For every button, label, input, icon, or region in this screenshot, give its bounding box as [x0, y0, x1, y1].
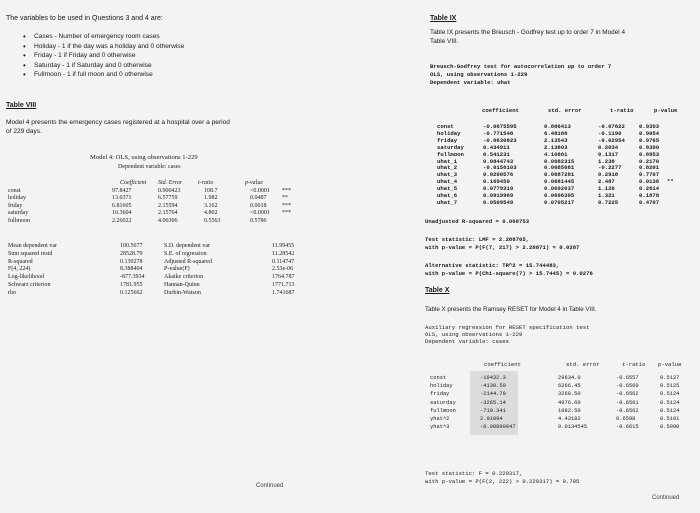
bg-test-line-3: Dependent variable: uhat: [430, 79, 511, 86]
row-se: 0.0687281: [544, 171, 575, 179]
stat-label: R-squared: [8, 258, 33, 265]
stat-label: Akaike criterion: [164, 274, 204, 281]
row-t: 1.982: [204, 195, 218, 202]
row-p: 0.7707: [639, 171, 660, 179]
row-stars: [667, 186, 674, 193]
row-p: 0.8953: [639, 150, 660, 158]
row-t: -0.6561: [616, 399, 639, 406]
row-p: 0.0018: [250, 202, 267, 209]
row-coef: 0.0779319: [483, 185, 514, 193]
row-p: 0.5090: [660, 424, 680, 431]
row-p: 0.2614: [639, 185, 660, 193]
bg-header-std-error: std. error: [548, 107, 582, 114]
row-stars: **: [282, 195, 288, 202]
reset-test-table: [430, 374, 679, 431]
row-se: 29634.0: [558, 375, 581, 381]
row-name: uhat_7: [437, 198, 458, 206]
row-coef: 0.0509549: [483, 198, 514, 206]
row-se: 4.06306: [158, 217, 178, 224]
row-name: saturday: [437, 143, 464, 151]
coef-header-t-ratio: t-ratio: [198, 180, 214, 186]
row-p: 0.9393: [639, 123, 660, 130]
table-viii-desc-2: of 229 days.: [6, 128, 42, 135]
stat-label: S.D. dependent var: [164, 243, 210, 249]
row-t: -0.6615: [616, 424, 639, 431]
row-coef: -0.00890047: [480, 424, 516, 431]
table-row: [8, 210, 291, 217]
list-item: • Holiday - 1 if the day was a holiday and 0 otherwise: [20, 42, 184, 52]
coef-header-p-value: p-value: [245, 180, 263, 186]
row-coef: 2.26022: [112, 217, 132, 224]
stat-label: Hannan-Quinn: [164, 281, 200, 288]
row-t: -0.6562: [616, 391, 639, 398]
row-se: 4.43182: [558, 416, 581, 423]
stat-value: 11.99455: [272, 243, 295, 249]
bg-test-line-2: OLS, using observations 1-229: [430, 71, 528, 78]
row-t: 0.2918: [598, 171, 619, 179]
row-stars: ***: [282, 202, 291, 209]
bg-test-line-1: Breusch-Godfrey test for autocorrelation up to order 7: [430, 63, 612, 70]
row-name: friday: [8, 202, 23, 209]
row-stars: [667, 131, 674, 138]
row-se: 0.900423: [158, 188, 181, 194]
stat-label: S.E. of regression: [164, 250, 207, 257]
row-name: friday: [437, 136, 458, 144]
coef-header-coefficient: Coefficient: [120, 180, 147, 186]
row-coef: 0.169459: [483, 178, 510, 186]
stat-value: 0.114747: [272, 258, 295, 265]
row-se: 2.13803: [544, 143, 568, 151]
reset-line-2: OLS, using observations 1-229: [425, 331, 523, 338]
dependent-variable: Dependent variable: cases: [118, 164, 181, 170]
row-t: -0.07622: [598, 123, 625, 130]
stat-label: Adjusted R-squared: [164, 258, 212, 265]
row-t: -0.6560: [616, 383, 639, 390]
row-p: 0.0487: [250, 195, 267, 202]
row-p: 0.5124: [660, 399, 680, 406]
row-coef: -2144.70: [480, 391, 506, 398]
variable-list: [20, 32, 184, 80]
row-se: 4976.60: [558, 399, 581, 406]
row-name: holiday: [430, 383, 453, 390]
table-ix-desc-1: Table IX presents the Breusch - Godfrey test up to order 7 in Model 4: [430, 29, 626, 36]
row-se: 3268.50: [558, 391, 581, 398]
bg-alt-pvalue: with p-value = P(Chi-square(7) > 15.7445) = 0.0276: [425, 270, 593, 277]
row-se: 0.886413: [544, 123, 571, 130]
row-name: friday: [430, 391, 450, 398]
row-p: 0.4707: [639, 198, 660, 206]
row-name: saturday: [430, 399, 456, 406]
row-name: yhat^3: [430, 424, 450, 431]
reset-header-std-error: std. error: [566, 361, 600, 368]
table-viii-title: Table VIII: [6, 102, 37, 109]
table-row: [8, 218, 291, 225]
reset-header-t-ratio: t-ratio: [622, 361, 646, 368]
row-stars: [667, 193, 674, 200]
bg-alt-statistic: Alternative statistic: TR^2 = 15.744483,: [425, 262, 560, 269]
coef-header-std-error: Std. Error: [158, 180, 183, 186]
row-coef: -0.0630823: [483, 136, 517, 144]
reset-test-pvalue: with p-value = P(F(2, 222) > 0.229317) = 0.795: [425, 478, 580, 485]
row-stars: [667, 200, 674, 207]
row-t: -0.6562: [616, 407, 639, 414]
stat-label: Durbin-Watson: [164, 289, 201, 296]
row-name: fullmoon: [437, 150, 464, 158]
stat-value: 100.5677: [120, 243, 143, 249]
row-p: 0.5786: [250, 217, 267, 224]
table-x-desc: Table X presents the Ramsey RESET for Model 4 in Table VIII.: [425, 306, 597, 313]
row-stars: ***: [282, 210, 291, 217]
row-stars: [282, 218, 291, 225]
row-t: -0.6557: [616, 375, 639, 381]
table-row: [430, 390, 679, 398]
stat-value: 1.741687: [272, 289, 295, 296]
stat-value: -877.3934: [120, 274, 145, 281]
reset-header-coefficient: coefficient: [484, 361, 521, 368]
stat-label: Mean dependent var: [8, 243, 57, 249]
row-t: 0.6598: [616, 416, 636, 423]
row-se: 6.57759: [158, 195, 178, 202]
row-coef: -3265.14: [480, 399, 506, 406]
table-row: [430, 399, 679, 407]
stat-label: Sum squared resid: [8, 250, 53, 257]
row-t: -0.1190: [598, 129, 622, 137]
row-stars: **: [667, 178, 674, 186]
summary-stats-table: [8, 243, 295, 298]
table-row: [430, 407, 679, 415]
coefficient-table: [8, 188, 291, 225]
row-se: 0.0692037: [544, 185, 575, 193]
row-name: uhat_6: [437, 192, 458, 200]
row-t: 0.7225: [598, 198, 619, 206]
table-row: [8, 243, 295, 251]
row-p: 0.1878: [639, 192, 660, 200]
reset-line-3: Dependent variable: cases: [425, 338, 509, 345]
stat-value: 1764.787: [272, 274, 295, 281]
row-se: 2.15764: [158, 210, 178, 217]
row-se: 0.0682315: [544, 157, 575, 165]
bg-test-statistic: Test statistic: LMF = 2.288705,: [425, 236, 530, 243]
row-stars: [667, 152, 674, 159]
row-stars: ***: [282, 188, 291, 194]
table-row: [430, 382, 679, 390]
list-item: • Friday - 1 if Friday and 0 otherwise: [20, 51, 184, 61]
continued-left: Continued: [256, 483, 284, 489]
stat-label: P-value(F): [164, 266, 190, 273]
row-p: 0.8390: [639, 143, 660, 151]
row-p: 0.8201: [639, 164, 660, 172]
model-title: Model 4: OLS, using observations 1-229: [90, 154, 198, 161]
table-row: [437, 200, 674, 207]
row-coef: -19432.3: [480, 375, 506, 381]
table-row: [8, 188, 291, 195]
row-name: const: [437, 123, 454, 130]
row-coef: -0.0675595: [483, 123, 517, 130]
stat-label: Schwarz criterion: [8, 281, 51, 288]
list-item: • Saturday - 1 if Saturday and 0 otherwise: [20, 61, 184, 71]
table-row: [8, 195, 291, 202]
table-row: [8, 290, 295, 298]
row-coef: 0.0844743: [483, 157, 514, 165]
row-t: 4.802: [204, 210, 218, 217]
row-stars: [667, 145, 674, 152]
row-p: 0.2170: [639, 157, 660, 165]
row-se: 0.0134545: [558, 424, 588, 431]
row-se: 0.0685681: [544, 164, 575, 172]
row-coef: 6.81605: [112, 202, 132, 209]
stat-value: 28528.79: [120, 250, 143, 257]
row-t: 1.321: [598, 192, 615, 200]
continued-right: Continued: [652, 495, 680, 501]
row-se: 0.0696305: [544, 192, 575, 200]
row-name: uhat_1: [437, 157, 458, 165]
row-name: uhat_4: [437, 178, 458, 186]
row-name: uhat_3: [437, 171, 458, 179]
table-row: [8, 203, 291, 210]
stat-value: 8.388404: [120, 266, 143, 273]
row-name: uhat_5: [437, 185, 458, 193]
stat-value: 11.28542: [272, 250, 295, 257]
row-t: 108.7: [204, 188, 218, 194]
row-name: holiday: [8, 195, 26, 202]
row-p: 0.9054: [639, 129, 660, 137]
row-coef: 0.434911: [483, 143, 510, 151]
bg-unadjusted-r2: Unadjusted R-squared = 0.068753: [425, 218, 530, 225]
row-t: 0.2034: [598, 143, 619, 151]
bg-test-pvalue: with p-value = P(F(7, 217) > 2.28871) = 0.0287: [425, 244, 580, 251]
row-p: 0.9765: [639, 136, 660, 144]
stat-value: 0.130278: [120, 258, 143, 265]
list-item: • Fullmoon - 1 if full moon and 0 otherwise: [20, 70, 184, 80]
table-row: [430, 423, 679, 431]
row-t: 2.487: [598, 178, 615, 186]
row-p: 0.5124: [660, 391, 680, 398]
stat-value: 1781.955: [120, 281, 143, 288]
row-name: uhat_2: [437, 164, 458, 172]
row-coef: 2.91094: [480, 416, 503, 423]
row-stars: [667, 138, 674, 145]
row-coef: 0.541231: [483, 150, 510, 158]
row-se: 6266.45: [558, 383, 581, 390]
row-coef: 0.0919969: [483, 192, 514, 200]
list-item: • Cases - Number of emergency room cases: [20, 32, 184, 42]
row-name: fullmoon: [8, 217, 30, 224]
row-name: yhat^2: [430, 416, 450, 423]
row-p: 0.0136: [639, 178, 660, 186]
row-name: const: [430, 375, 447, 381]
table-ix-title: Table IX: [430, 15, 457, 22]
row-se: 1082.50: [558, 407, 581, 414]
row-t: 3.162: [204, 202, 218, 209]
stat-label: rho: [8, 289, 16, 296]
stat-value: 2.53e-06: [272, 266, 294, 273]
stat-label: F(4, 224): [8, 266, 31, 273]
table-row: [8, 274, 295, 282]
row-p: <0.0001: [250, 210, 270, 217]
table-row: [8, 259, 295, 267]
bg-header-t-ratio: t-ratio: [610, 107, 634, 114]
row-t: 1.126: [598, 185, 615, 193]
row-t: 1.238: [598, 157, 615, 165]
row-se: 4.10861: [544, 150, 568, 158]
row-p: 0.5124: [660, 407, 680, 414]
row-p: 0.5125: [660, 383, 680, 390]
row-p: 0.5127: [660, 375, 680, 381]
bg-header-p-value: p-value: [654, 107, 678, 114]
row-se: 2.15594: [158, 202, 178, 209]
row-se: 0.0681445: [544, 178, 575, 186]
table-row: [8, 282, 295, 290]
row-t: 0.1317: [598, 150, 619, 158]
bg-header-coefficient: coefficient: [482, 107, 519, 114]
row-name: holiday: [437, 129, 461, 137]
stat-value: 1771.713: [272, 281, 295, 288]
row-coef: 0.0200576: [483, 171, 514, 179]
row-coef: -710.341: [480, 407, 506, 414]
row-coef: -0.0156103: [483, 164, 517, 172]
row-name: const: [8, 188, 21, 194]
table-row: [430, 374, 679, 382]
table-row: [8, 266, 295, 274]
reset-test-statistic: Test statistic: F = 0.229317,: [425, 470, 523, 477]
stat-value: 0.125662: [120, 289, 143, 296]
row-name: saturday: [8, 210, 29, 217]
row-coef: 13.0371: [112, 195, 132, 202]
row-coef: -4130.50: [480, 383, 506, 390]
bg-test-table: [437, 124, 674, 207]
table-row: [430, 415, 679, 423]
row-stars: [667, 165, 674, 172]
table-ix-desc-2: Table VIII.: [430, 38, 459, 45]
table-viii-desc-1: Model 4 presents the emergency cases registered at a hospital over a period: [6, 119, 230, 126]
table-x-title: Table X: [425, 287, 450, 294]
reset-line-1: Auxiliary regression for RESET specification test: [425, 324, 590, 331]
table-row: [8, 251, 295, 259]
row-coef: 10.3604: [112, 210, 132, 217]
row-p: 0.5101: [660, 416, 680, 423]
intro-text: The variables to be used in Questions 3 and 4 are:: [6, 15, 163, 22]
row-stars: [667, 159, 674, 166]
row-p: <0.0001: [250, 188, 270, 194]
stat-label: Log-likelihood: [8, 274, 44, 281]
row-t: -0.02954: [598, 136, 625, 144]
row-t: -0.2277: [598, 164, 622, 172]
row-se: 0.0705217: [544, 198, 575, 206]
reset-header-p-value: p-value: [658, 361, 682, 368]
row-t: 0.5563: [204, 217, 221, 224]
row-se: 2.13543: [544, 136, 568, 144]
row-se: 6.48188: [544, 129, 568, 137]
row-stars: [667, 124, 674, 131]
row-coef: -0.771548: [483, 129, 514, 137]
row-name: fullmoon: [430, 407, 456, 414]
row-coef: 97.8427: [112, 188, 132, 194]
